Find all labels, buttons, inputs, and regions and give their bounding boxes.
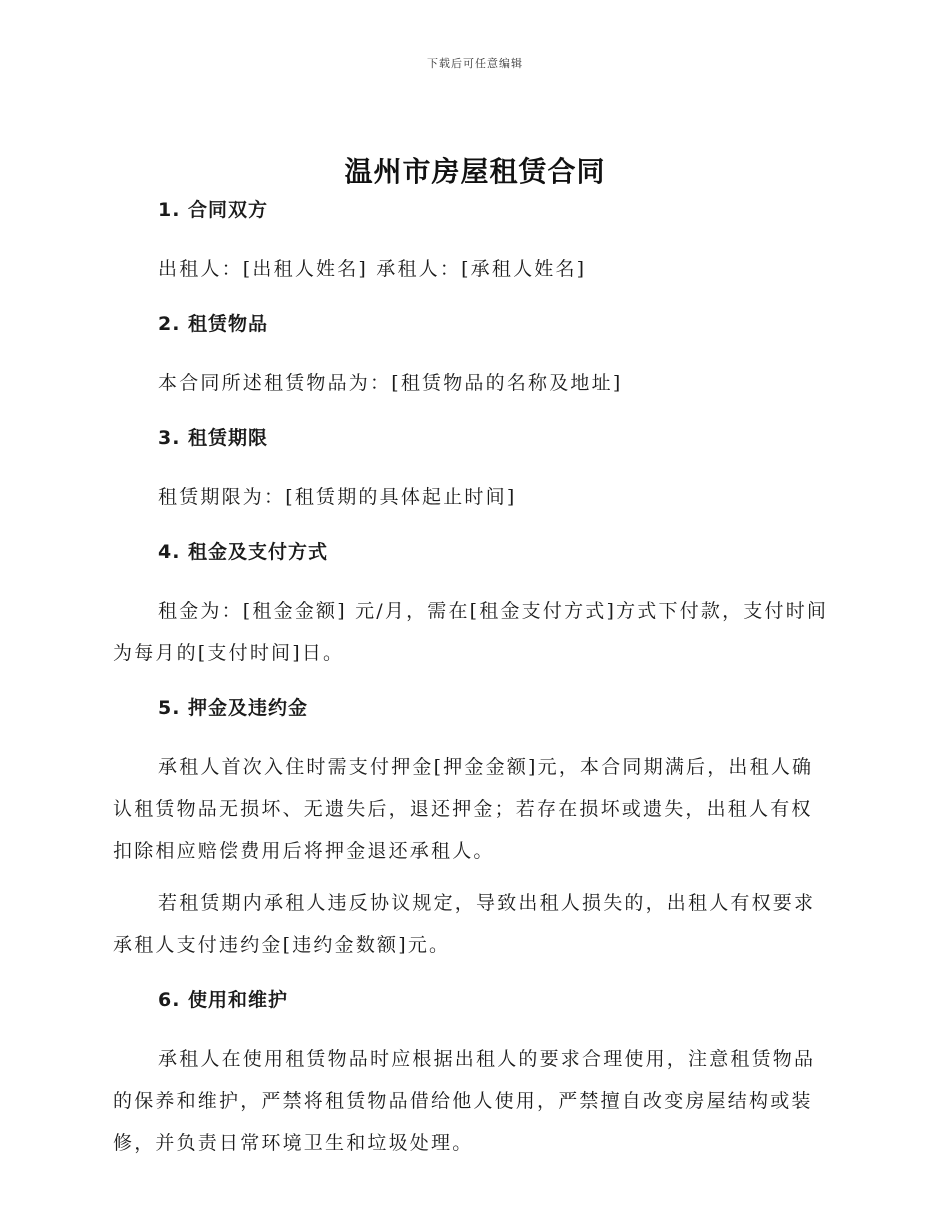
section-paragraph-use-maintenance: 承租人在使用租赁物品时应根据出租人的要求合理使用，注意租赁物品的保养和维护，严禁将租赁物品借给他人使用，严禁擅自改变房屋结构或装修，并负责日常环境卫生和垃圾处理。 (113, 1048, 816, 1154)
section-paragraph-deposit: 承租人首次入住时需支付押金[押金金额]元，本合同期满后，出租人确认租赁物品无损坏、无遗失后，退还押金；若存在损坏或遗失，出租人有权扣除相应赔偿费用后将押金退还承租人。 (113, 756, 814, 862)
document-title: 温州市房屋租赁合同 (344, 155, 606, 188)
section-heading-use-maintenance: 6. 使用和维护 (158, 989, 289, 1011)
section-paragraph-penalty: 若租赁期内承租人违反协议规定，导致出租人损失的，出租人有权要求承租人支付违约金[违约金数额]元。 (113, 892, 816, 956)
document-body (113, 196, 833, 1164)
section-heading-leased-item: 2. 租赁物品 (158, 313, 269, 335)
section-heading-lease-term: 3. 租赁期限 (158, 427, 269, 449)
section-paragraph-lease-term: 租赁期限为：[租赁期的具体起止时间] (158, 486, 517, 508)
section-heading-deposit-penalty: 5. 押金及违约金 (158, 697, 309, 719)
section-paragraph-parties: 出租人：[出租人姓名] 承租人：[承租人姓名] (158, 258, 587, 280)
section-paragraph-leased-item: 本合同所述租赁物品为：[租赁物品的名称及地址] (158, 372, 623, 394)
section-heading-rent-payment: 4. 租金及支付方式 (158, 541, 329, 563)
section-heading-parties: 1. 合同双方 (158, 199, 269, 221)
section-paragraph-rent-payment: 租金为：[租金金额] 元/月，需在[租金支付方式]方式下付款，支付时间为每月的[支付时间]日。 (113, 600, 829, 664)
header-note: 下载后可任意编辑 (427, 57, 523, 70)
